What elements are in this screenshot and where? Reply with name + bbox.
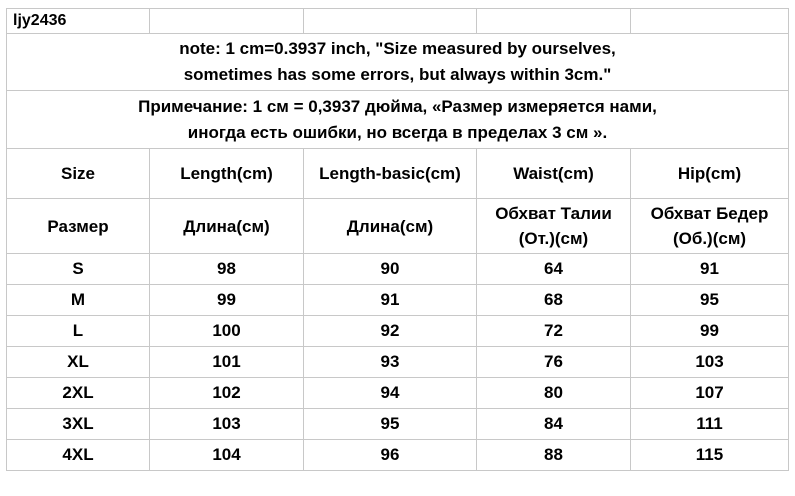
table-row <box>7 409 789 440</box>
size-chart-table <box>6 8 789 471</box>
length-basic-cell[interactable]: 96 <box>304 440 477 471</box>
note-english-line-1: note: 1 cm=0.3937 inch, "Size measured by ourselves, <box>179 39 616 58</box>
length-basic-cell[interactable]: 90 <box>304 254 477 285</box>
empty-cell[interactable] <box>304 9 477 34</box>
header-ru-hip-line-2: (Об.)(см) <box>672 229 747 248</box>
length-basic-cell[interactable]: 91 <box>304 285 477 316</box>
size-cell[interactable]: S <box>7 254 150 285</box>
hip-cell[interactable]: 103 <box>631 347 789 378</box>
length-cell[interactable]: 102 <box>150 378 304 409</box>
header-ru-waist[interactable] <box>477 199 631 254</box>
length-basic-cell[interactable]: 95 <box>304 409 477 440</box>
length-cell[interactable]: 98 <box>150 254 304 285</box>
hip-cell[interactable]: 115 <box>631 440 789 471</box>
header-ru-waist-line-2: (От.)(см) <box>518 229 589 248</box>
header-ru-hip-line-1: Обхват Бедер <box>650 204 769 223</box>
table-row <box>7 285 789 316</box>
length-basic-cell[interactable]: 94 <box>304 378 477 409</box>
empty-cell[interactable] <box>477 9 631 34</box>
table-row <box>7 347 789 378</box>
size-cell[interactable]: L <box>7 316 150 347</box>
waist-cell[interactable]: 64 <box>477 254 631 285</box>
size-cell[interactable]: 3XL <box>7 409 150 440</box>
empty-cell[interactable] <box>631 9 789 34</box>
table-row <box>7 316 789 347</box>
header-ru-length[interactable] <box>150 199 304 254</box>
header-ru-hip[interactable] <box>631 199 789 254</box>
header-waist[interactable]: Waist(cm) <box>477 149 631 199</box>
header-ru-length-basic[interactable] <box>304 199 477 254</box>
size-cell[interactable]: M <box>7 285 150 316</box>
length-basic-cell[interactable]: 93 <box>304 347 477 378</box>
header-hip[interactable]: Hip(cm) <box>631 149 789 199</box>
waist-cell[interactable]: 68 <box>477 285 631 316</box>
waist-cell[interactable]: 72 <box>477 316 631 347</box>
length-cell[interactable]: 101 <box>150 347 304 378</box>
waist-cell[interactable]: 88 <box>477 440 631 471</box>
length-cell[interactable]: 100 <box>150 316 304 347</box>
header-length-basic[interactable]: Length-basic(cm) <box>304 149 477 199</box>
size-cell[interactable]: 4XL <box>7 440 150 471</box>
header-length[interactable]: Length(cm) <box>150 149 304 199</box>
hip-cell[interactable]: 99 <box>631 316 789 347</box>
hip-cell[interactable]: 107 <box>631 378 789 409</box>
size-cell[interactable]: 2XL <box>7 378 150 409</box>
length-cell[interactable]: 99 <box>150 285 304 316</box>
hip-cell[interactable]: 95 <box>631 285 789 316</box>
empty-cell[interactable] <box>150 9 304 34</box>
note-english-cell[interactable] <box>7 34 789 91</box>
size-cell[interactable]: XL <box>7 347 150 378</box>
note-russian-cell[interactable] <box>7 91 789 149</box>
note-russian-line-1: Примечание: 1 см = 0,3937 дюйма, «Размер измеряется нами, <box>138 96 657 116</box>
header-ru-waist-line-1: Обхват Талии <box>495 204 612 223</box>
note-english-line-2: sometimes has some errors, but always within 3cm." <box>183 65 612 84</box>
waist-cell[interactable]: 84 <box>477 409 631 440</box>
header-size[interactable]: Size <box>7 149 150 199</box>
header-ru-length-basic-text: Длина(см) <box>346 216 434 236</box>
header-ru-size[interactable] <box>7 199 150 254</box>
waist-cell[interactable]: 76 <box>477 347 631 378</box>
length-cell[interactable]: 103 <box>150 409 304 440</box>
header-ru-length-text: Длина(см) <box>183 216 270 236</box>
table-row <box>7 378 789 409</box>
header-ru-size-text: Размер <box>47 216 109 236</box>
waist-cell[interactable]: 80 <box>477 378 631 409</box>
table-row <box>7 254 789 285</box>
note-russian-line-2: иногда есть ошибки, но всегда в пределах 3 см ». <box>187 122 608 142</box>
product-code-cell[interactable]: ljy2436 <box>7 9 150 34</box>
hip-cell[interactable]: 91 <box>631 254 789 285</box>
table-row <box>7 440 789 471</box>
length-basic-cell[interactable]: 92 <box>304 316 477 347</box>
hip-cell[interactable]: 111 <box>631 409 789 440</box>
length-cell[interactable]: 104 <box>150 440 304 471</box>
